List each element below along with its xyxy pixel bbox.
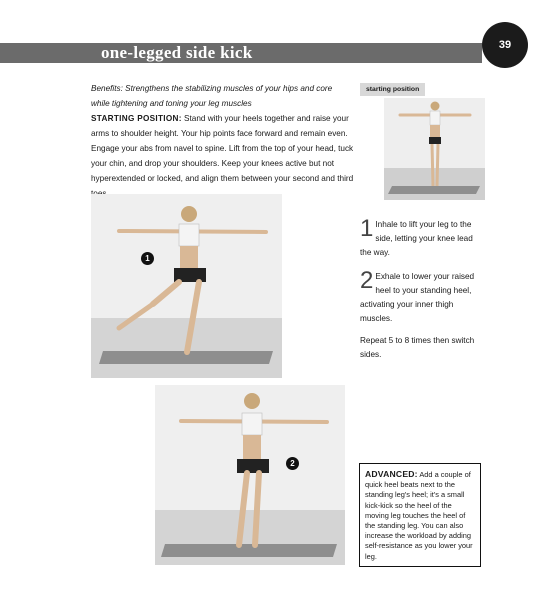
step-1-number: 1 (360, 215, 374, 242)
exercise-photo-2 (155, 385, 345, 565)
starting-position-lead: STARTING POSITION: (91, 114, 182, 123)
benefits-text: Benefits: Strengthens the stabilizing muscles of your hips and core while tightening and toning your leg muscles (91, 84, 333, 108)
starting-position-photo (384, 98, 485, 200)
step-1 (360, 215, 485, 260)
page-number: 39 (498, 39, 512, 51)
page-title: one-legged side kick (101, 43, 253, 62)
advanced-lead: ADVANCED: (365, 469, 418, 479)
starting-position-text: Stand with your heels together and raise your arms to shoulder height. Your hip points face forward and remain even. Engage your abs from navel to spine. Lift from the top of your head, tuck your chin, and drop your shoulders. Keep your knees active but not hyperextended or locked, and align them between your second and third (91, 114, 354, 183)
advanced-box (359, 463, 481, 567)
repeat-text: Repeat 5 to 8 times then switch sides. (360, 336, 475, 359)
advanced-text: Add a couple of quick heel beats next to the standing leg's heel; it's a small kick-kick so the heel of the moving leg touches the heel of the standing leg. You can also increase the workload by adding self-resistance as you lower your leg. (365, 470, 473, 561)
step-marker-1: 1 (141, 252, 154, 265)
step-2-text: Exhale to lower your raised heel to your standing heel, activating your inner thigh muscles. (360, 272, 475, 323)
step-2 (360, 267, 485, 326)
starting-position-label: starting position (360, 83, 425, 96)
step-marker-2: 2 (286, 457, 299, 470)
starting-position-paragraph (91, 111, 359, 201)
page-number-badge (482, 22, 528, 68)
exercise-photo-1 (91, 194, 282, 378)
step-2-number: 2 (360, 267, 374, 294)
step-1-text: Inhale to lift your leg to the side, letting your knee lead the way. (360, 220, 473, 257)
